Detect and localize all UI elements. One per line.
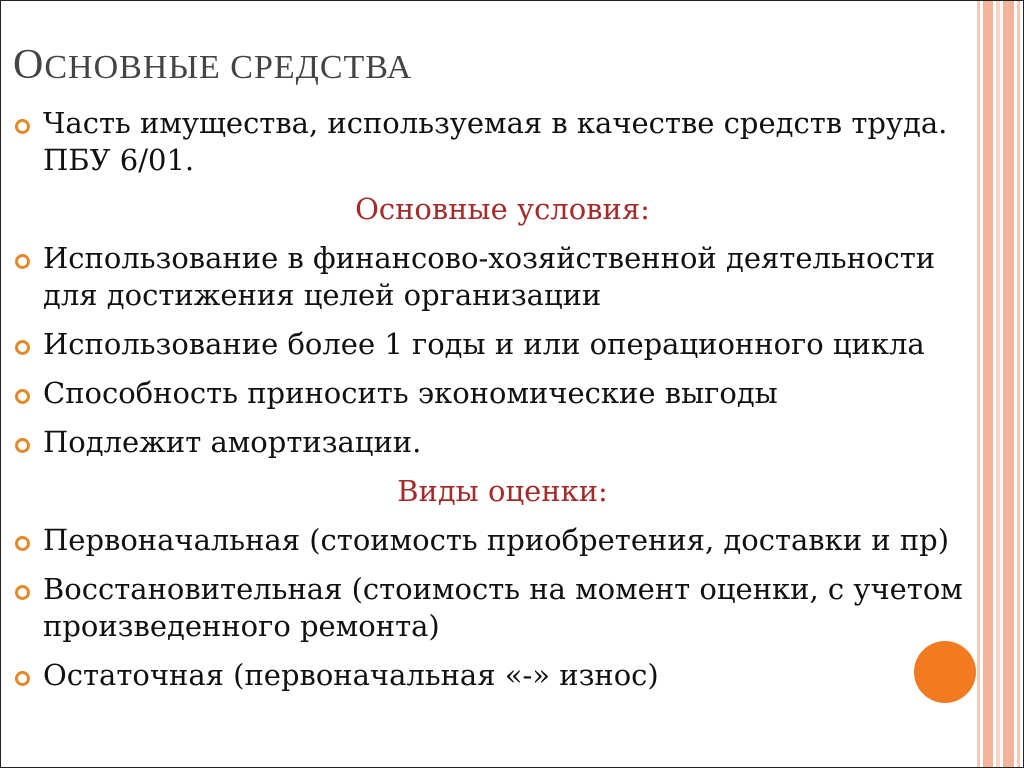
list-item-text: Подлежит амортизации. — [43, 425, 422, 459]
ring-bullet-icon — [15, 119, 30, 134]
list-item-text: Способность приносить экономические выгоды — [43, 376, 778, 410]
ring-bullet-icon — [15, 340, 30, 355]
list-item — [15, 571, 990, 645]
orange-circle-icon — [914, 641, 976, 703]
ring-bullet-icon — [15, 671, 30, 686]
slide-title — [13, 41, 412, 89]
slide-title-first-letter: О — [13, 42, 45, 88]
list-item-text: Использование более 1 годы и или операционного цикла — [43, 327, 925, 361]
stripe — [996, 1, 1000, 768]
slide-content — [15, 105, 990, 706]
list-item — [15, 105, 990, 179]
list-item-text: Первоначальная (стоимость приобретения, доставки и пр) — [43, 523, 950, 557]
list-item — [15, 424, 990, 461]
stripe — [1003, 1, 1014, 768]
list-item — [15, 375, 990, 412]
list-item-text: Часть имущества, используемая в качестве средств труда. ПБУ 6/01. — [43, 106, 948, 177]
stripe — [1017, 1, 1020, 768]
list-item — [15, 522, 990, 559]
slide-title-rest: СНОВНЫЕ СРЕДСТВА — [44, 49, 413, 86]
ring-bullet-icon — [15, 585, 30, 600]
section-heading-conditions: Основные условия: — [355, 192, 650, 226]
ring-bullet-icon — [15, 254, 30, 269]
ring-bullet-icon — [15, 389, 30, 404]
list-item-text: Остаточная (первоначальная «-» износ) — [43, 658, 659, 692]
ring-bullet-icon — [15, 438, 30, 453]
list-item-text: Использование в финансово-хозяйственной деятельности для достижения целей организации — [43, 241, 936, 312]
list-item — [15, 657, 990, 694]
list-item — [15, 326, 990, 363]
list-item-text: Восстановительная (стоимость на момент оценки, с учетом произведенного ремонта) — [43, 572, 963, 643]
ring-bullet-icon — [15, 536, 30, 551]
section-heading-valuation: Виды оценки: — [397, 474, 608, 508]
list-item — [15, 240, 990, 314]
